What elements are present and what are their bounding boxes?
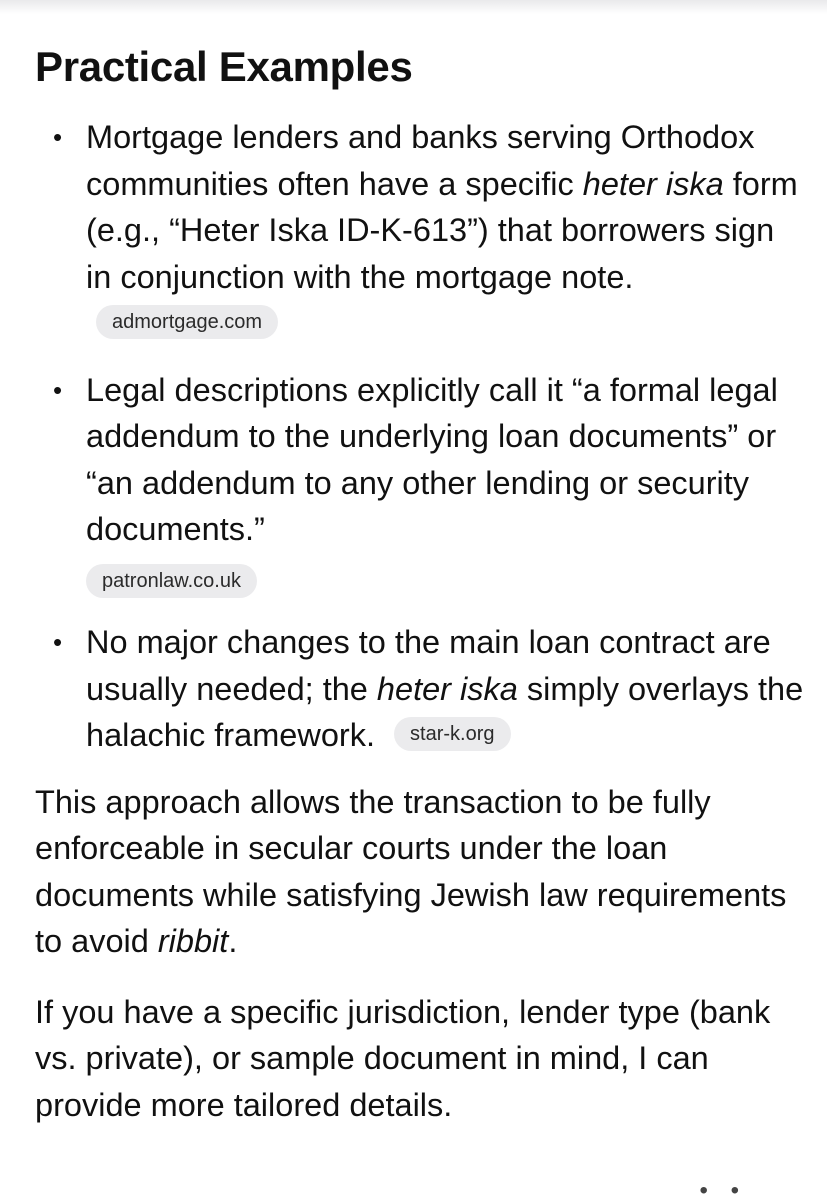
source-citation-chip[interactable]: patronlaw.co.uk <box>86 564 257 598</box>
list-item-text: Mortgage lenders and banks serving Orthodox communities often have a specific <box>86 119 755 202</box>
more-actions-icon[interactable]: • • <box>699 1177 747 1199</box>
list-item <box>35 367 805 600</box>
list-item-text: Legal descriptions explicitly call it “a formal legal addendum to the underlying loan documents” or “an addendum to any other lending or security documents.” <box>86 371 778 547</box>
examples-list <box>35 114 805 759</box>
source-citation-chip[interactable]: admortgage.com <box>96 305 278 339</box>
list-item-text: form (e.g., “Heter Iska ID-K-613”) that borrowers sign in conjunction with the mortgage note. <box>86 165 798 295</box>
list-item-text: simply overlays the halachic framework. <box>86 670 804 753</box>
paragraph-text: This approach allows the transaction to be fully enforceable in secular courts under the loan documents while satisfying Jewish law requirements to avoid <box>35 783 787 959</box>
list-item <box>35 114 805 347</box>
list-item-italic: heter iska <box>376 670 518 707</box>
bullet-icon: • <box>53 374 63 405</box>
section-heading: Practical Examples <box>35 43 413 90</box>
source-citation-chip[interactable]: star-k.org <box>394 717 510 751</box>
top-fade <box>0 0 827 14</box>
bullet-icon: • <box>53 122 63 152</box>
paragraph-text: . <box>228 923 238 959</box>
list-item <box>35 619 805 759</box>
bullet-icon: • <box>53 627 63 657</box>
paragraph-italic: ribbit <box>157 923 229 959</box>
summary-paragraph <box>35 779 805 965</box>
followup-paragraph: If you have a specific jurisdiction, lender type (bank vs. private), or sample document in mind, I can provide more tailored details. <box>35 993 771 1123</box>
list-item-italic: heter iska <box>582 165 724 202</box>
list-item-text: No major changes to the main loan contract are usually needed; the <box>86 624 771 707</box>
message-content <box>35 40 805 1128</box>
